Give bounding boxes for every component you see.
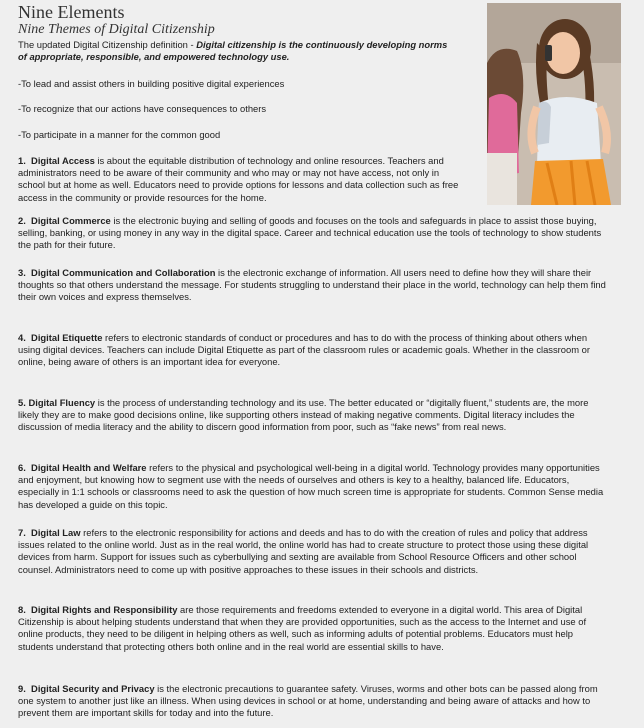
element-description: is the electronic buying and selling of goods and focuses on the tools and safeguards in place to assist those buying, selling, banking, or using money in any way in the digital space. Career and technical education use the tools of technology to show students the path for their future. [18, 215, 602, 251]
definition-text: Digital citizenship is the continuously developing norms of appropriate, responsible, and empowered technology use. [18, 39, 448, 62]
element-description: is the electronic precautions to guarantee safety. Viruses, worms and other bots can be passed along from one system to another just like an illness. When using devices in school or at home, understanding and being aware of attacks and how to prevent them are important skills for today and into the future. [18, 683, 598, 719]
element-number: 8. [18, 604, 26, 615]
element-7-digital-law [18, 527, 608, 576]
element-number: 2. [18, 215, 26, 226]
element-description: is the process of understanding technology and its use. The better educated or “digitally fluent,” students are, the more likely they are to make good decisions online, like supporting others instead of making negative comments. Digital literacy includes the discussion of media literacy and the ability to discern good information from poor, such as “fake news” from real news. [18, 397, 589, 433]
element-2-digital-commerce [18, 215, 608, 252]
element-5-digital-fluency [18, 397, 608, 434]
element-number: 1. [18, 155, 26, 166]
element-name: Digital Health and Welfare [31, 462, 147, 473]
element-9-digital-security [18, 683, 608, 720]
students-with-phones-photo [487, 3, 621, 205]
element-name: Digital Fluency [28, 397, 96, 408]
goal-item: -To participate in a manner for the common good [18, 129, 221, 140]
goal-item: -To lead and assist others in building positive digital experiences [18, 78, 285, 89]
element-description: refers to the electronic responsibility for actions and deeds and has to do with the creation of rules and policy that address issues related to the online world. Just as in the real world, the online world has had to create structure to protect those using these digital devices from harm. Support for issues such as cyberbullying and sexting are available from School Resource Officers and other school counsel. Administrators need to come up with positive approaches to these issues in their schools and districts. [18, 527, 589, 575]
element-description: refers to electronic standards of conduct or procedures and has to do with the process of thinking about others when using digital devices. Teachers can include Digital Etiquette as part of the classroom rules or academic goals. Whether in the classroom or online, being aware of others is an important idea for everyone. [18, 332, 590, 368]
element-4-digital-etiquette [18, 332, 608, 369]
element-description: are those requirements and freedoms extended to everyone in a digital world. This area of Digital Citizenship is about helping students understand that when they are provided opportunities, such as the access to the Internet and use of online products, they need to be diligent in helping others as well, such as informing adults of potential problems. Educators must help students understand that protecting others both online and in the real world are essential skills to have. [18, 604, 587, 652]
element-name: Digital Access [31, 155, 95, 166]
element-number: 9. [18, 683, 26, 694]
element-name: Digital Etiquette [31, 332, 103, 343]
element-number: 6. [18, 462, 26, 473]
photo-illustration [487, 3, 621, 205]
element-description: refers to the physical and psychological well-being in a digital world. Technology provides many opportunities and enjoyment, but knowing how to segment use with the needs of ourselves and others is key to a healthy, balanced life. Educators, especially in 1:1 schools or classrooms need to ask the question of how much screen time is appropriate for students. Common Sense media has developed a guide on this topic. [18, 462, 604, 510]
element-name: Digital Rights and Responsibility [31, 604, 178, 615]
element-6-digital-health [18, 462, 608, 511]
element-1-digital-access [18, 155, 463, 204]
intro-prefix: The updated Digital Citizenship definition - [18, 39, 197, 50]
element-8-digital-rights [18, 604, 608, 653]
element-description: is the electronic exchange of information. All users need to define how they will share their thoughts so that others understand the message. For students struggling to understand their place in the world, technology can help them find their own voices and express themselves. [18, 267, 606, 303]
element-number: 5. [18, 397, 26, 408]
intro-paragraph [18, 39, 458, 63]
element-3-digital-communication [18, 267, 608, 304]
element-number: 4. [18, 332, 26, 343]
goal-item: -To recognize that our actions have consequences to others [18, 103, 267, 114]
element-name: Digital Communication and Collaboration [31, 267, 216, 278]
element-description: is about the equitable distribution of technology and online resources. Teachers and administrators need to be aware of their community and who may or may not have access, not only in school but at home as well. Educators need to provide options for lessons and data collection such as free access in the community or provide resources for the home. [18, 155, 459, 203]
element-number: 7. [18, 527, 26, 538]
page-subtitle: Nine Themes of Digital Citizenship [18, 22, 215, 37]
page-title: Nine Elements [18, 2, 125, 22]
element-number: 3. [18, 267, 26, 278]
element-name: Digital Security and Privacy [31, 683, 155, 694]
element-name: Digital Law [31, 527, 81, 538]
element-name: Digital Commerce [31, 215, 111, 226]
